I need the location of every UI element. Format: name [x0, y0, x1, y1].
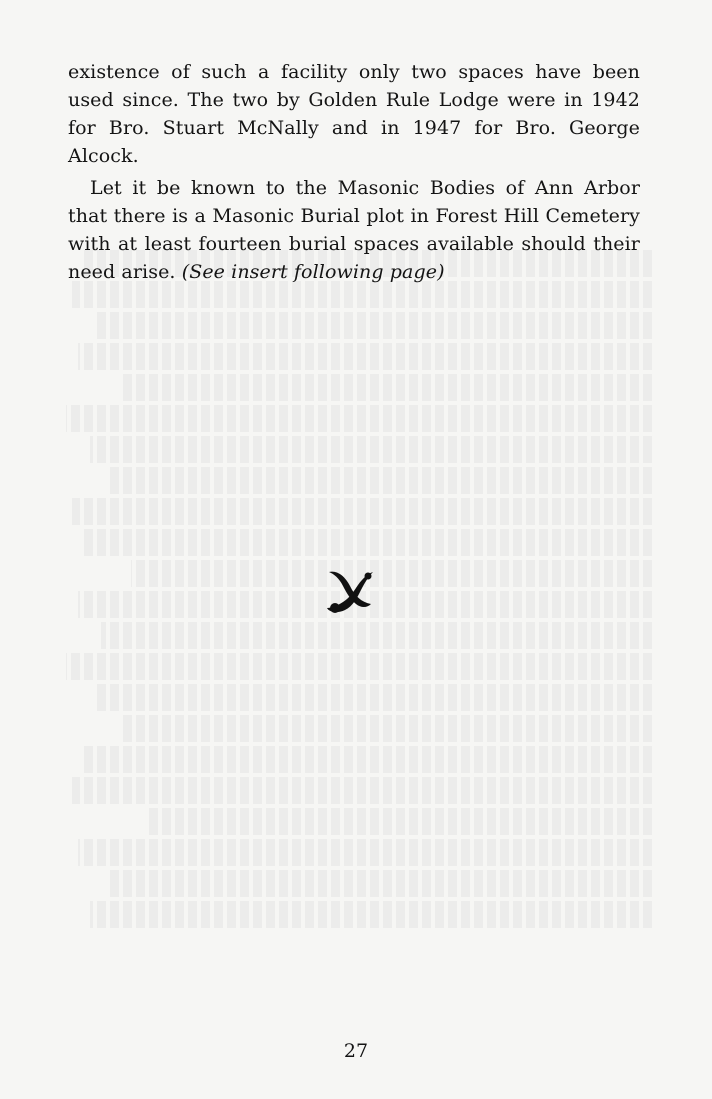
bleed-line: [107, 467, 652, 494]
bleed-line: [66, 653, 652, 680]
bleed-line: [101, 622, 652, 649]
paragraph-burial-plot: [68, 174, 640, 286]
insert-reference: (See insert following page): [181, 261, 445, 283]
bleed-line: [149, 808, 652, 835]
bleed-line: [119, 374, 652, 401]
paragraph-burial-plot-text: Let it be known to the Masonic Bodies of Ann Arbor that there is a Masonic Burial plot in Forest Hill Cemetery with at least fourteen burial spaces available should their need arise.: [68, 177, 640, 283]
bleed-line: [78, 839, 652, 866]
bleed-line: [96, 684, 652, 711]
bleed-line: [66, 405, 652, 432]
paragraph-continuation: existence of such a facility only two spaces have been used since. The two by Golden Rule Lodge were in 1942 for Bro. Stuart McNally and in 1947 for Bro. George Alcock.: [68, 61, 640, 167]
bleed-line: [107, 870, 652, 897]
bleed-line: [84, 746, 652, 773]
bleed-line: [119, 715, 652, 742]
page-number: 27: [343, 1040, 369, 1062]
bleed-line: [90, 436, 652, 463]
body-text: [68, 58, 640, 286]
bleed-line: [84, 529, 652, 556]
bleed-line: [90, 901, 652, 928]
bleed-line: [96, 312, 652, 339]
bleed-line: [72, 777, 652, 804]
bleed-line: [72, 498, 652, 525]
fleuron-icon: [323, 568, 379, 616]
bleed-line: [131, 560, 652, 587]
bleed-line: [78, 343, 652, 370]
